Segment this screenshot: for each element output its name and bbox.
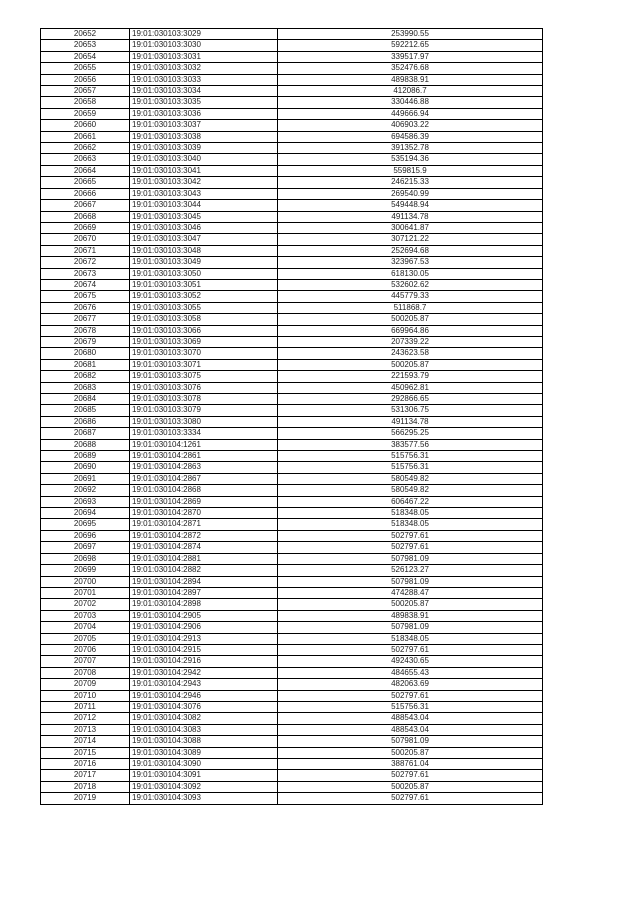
row-number-cell: 20698: [41, 553, 130, 564]
row-number-cell: 20691: [41, 473, 130, 484]
table-row: [41, 165, 543, 176]
table-row: [41, 268, 543, 279]
table-row: [41, 462, 543, 473]
table-row: [41, 770, 543, 781]
cadastral-number-cell: 19:01:030103:3043: [130, 188, 278, 199]
row-number-cell: 20697: [41, 542, 130, 553]
table-row: [41, 154, 543, 165]
value-cell: 484655.43: [278, 667, 543, 678]
table-row: [41, 211, 543, 222]
cadastral-number-cell: 19:01:030104:3092: [130, 781, 278, 792]
cadastral-number-cell: 19:01:030104:3091: [130, 770, 278, 781]
value-cell: 500205.87: [278, 747, 543, 758]
value-cell: 221593.79: [278, 371, 543, 382]
value-cell: 502797.61: [278, 793, 543, 804]
cadastral-number-cell: 19:01:030104:3093: [130, 793, 278, 804]
value-cell: 412086.7: [278, 86, 543, 97]
cadastral-number-cell: 19:01:030103:3046: [130, 222, 278, 233]
row-number-cell: 20707: [41, 656, 130, 667]
value-cell: 518348.05: [278, 633, 543, 644]
table-row: [41, 644, 543, 655]
row-number-cell: 20695: [41, 519, 130, 530]
value-cell: 502797.61: [278, 644, 543, 655]
cadastral-number-cell: 19:01:030103:3069: [130, 336, 278, 347]
row-number-cell: 20666: [41, 188, 130, 199]
row-number-cell: 20696: [41, 530, 130, 541]
row-number-cell: 20701: [41, 587, 130, 598]
table-row: [41, 473, 543, 484]
value-cell: 549448.94: [278, 200, 543, 211]
table-row: [41, 736, 543, 747]
row-number-cell: 20692: [41, 485, 130, 496]
cadastral-number-cell: 19:01:030104:3088: [130, 736, 278, 747]
table-row: [41, 576, 543, 587]
table-row: [41, 336, 543, 347]
row-number-cell: 20709: [41, 679, 130, 690]
cadastral-number-cell: 19:01:030103:3030: [130, 40, 278, 51]
value-cell: 252694.68: [278, 245, 543, 256]
value-cell: 502797.61: [278, 542, 543, 553]
cadastral-number-cell: 19:01:030103:3051: [130, 279, 278, 290]
cadastral-number-cell: 19:01:030104:2898: [130, 599, 278, 610]
cadastral-number-cell: 19:01:030103:3075: [130, 371, 278, 382]
value-cell: 500205.87: [278, 781, 543, 792]
table-row: [41, 120, 543, 131]
table-row: [41, 279, 543, 290]
row-number-cell: 20652: [41, 29, 130, 40]
cadastral-number-cell: 19:01:030103:3038: [130, 131, 278, 142]
value-cell: 323967.53: [278, 257, 543, 268]
table-row: [41, 416, 543, 427]
table-row: [41, 622, 543, 633]
row-number-cell: 20660: [41, 120, 130, 131]
row-number-cell: 20656: [41, 74, 130, 85]
value-cell: 515756.31: [278, 701, 543, 712]
table-row: [41, 394, 543, 405]
cadastral-number-cell: 19:01:030103:3078: [130, 394, 278, 405]
table-row: [41, 234, 543, 245]
cadastral-number-cell: 19:01:030103:3041: [130, 165, 278, 176]
table-row: [41, 177, 543, 188]
cadastral-number-cell: 19:01:030104:2861: [130, 451, 278, 462]
value-cell: 507981.09: [278, 553, 543, 564]
table-row: [41, 759, 543, 770]
value-cell: 492430.65: [278, 656, 543, 667]
row-number-cell: 20682: [41, 371, 130, 382]
table-row: [41, 679, 543, 690]
row-number-cell: 20669: [41, 222, 130, 233]
value-cell: 580549.82: [278, 485, 543, 496]
table-body: [41, 29, 543, 805]
row-number-cell: 20719: [41, 793, 130, 804]
table-row: [41, 530, 543, 541]
value-cell: 330446.88: [278, 97, 543, 108]
table-row: [41, 291, 543, 302]
row-number-cell: 20676: [41, 302, 130, 313]
row-number-cell: 20654: [41, 51, 130, 62]
row-number-cell: 20672: [41, 257, 130, 268]
cadastral-number-cell: 19:01:030104:2881: [130, 553, 278, 564]
cadastral-number-cell: 19:01:030103:3033: [130, 74, 278, 85]
value-cell: 246215.33: [278, 177, 543, 188]
row-number-cell: 20665: [41, 177, 130, 188]
value-cell: 606467.22: [278, 496, 543, 507]
cadastral-number-cell: 19:01:030103:3039: [130, 143, 278, 154]
row-number-cell: 20683: [41, 382, 130, 393]
row-number-cell: 20662: [41, 143, 130, 154]
cadastral-number-cell: 19:01:030103:3037: [130, 120, 278, 131]
cadastral-number-cell: 19:01:030103:3070: [130, 348, 278, 359]
row-number-cell: 20657: [41, 86, 130, 97]
row-number-cell: 20681: [41, 359, 130, 370]
cadastral-number-cell: 19:01:030104:2906: [130, 622, 278, 633]
cadastral-number-cell: 19:01:030104:2868: [130, 485, 278, 496]
row-number-cell: 20717: [41, 770, 130, 781]
row-number-cell: 20688: [41, 439, 130, 450]
row-number-cell: 20680: [41, 348, 130, 359]
row-number-cell: 20713: [41, 724, 130, 735]
value-cell: 694586.39: [278, 131, 543, 142]
row-number-cell: 20658: [41, 97, 130, 108]
row-number-cell: 20668: [41, 211, 130, 222]
row-number-cell: 20711: [41, 701, 130, 712]
table-row: [41, 565, 543, 576]
table-row: [41, 519, 543, 530]
table-row: [41, 428, 543, 439]
row-number-cell: 20714: [41, 736, 130, 747]
table-row: [41, 542, 543, 553]
value-cell: 489838.91: [278, 610, 543, 621]
row-number-cell: 20699: [41, 565, 130, 576]
cadastral-number-cell: 19:01:030104:2874: [130, 542, 278, 553]
table-row: [41, 793, 543, 804]
table-row: [41, 325, 543, 336]
table-row: [41, 86, 543, 97]
table-row: [41, 200, 543, 211]
value-cell: 450962.81: [278, 382, 543, 393]
cadastral-number-cell: 19:01:030104:3083: [130, 724, 278, 735]
row-number-cell: 20700: [41, 576, 130, 587]
table-row: [41, 633, 543, 644]
row-number-cell: 20663: [41, 154, 130, 165]
cadastral-number-cell: 19:01:030103:3034: [130, 86, 278, 97]
value-cell: 532602.62: [278, 279, 543, 290]
value-cell: 592212.65: [278, 40, 543, 51]
cadastral-number-cell: 19:01:030104:2869: [130, 496, 278, 507]
cadastral-number-cell: 19:01:030104:2913: [130, 633, 278, 644]
cadastral-number-cell: 19:01:030103:3066: [130, 325, 278, 336]
cadastral-number-cell: 19:01:030103:3076: [130, 382, 278, 393]
row-number-cell: 20702: [41, 599, 130, 610]
value-cell: 669964.86: [278, 325, 543, 336]
value-cell: 500205.87: [278, 314, 543, 325]
cadastral-number-cell: 19:01:030103:3035: [130, 97, 278, 108]
value-cell: 292866.65: [278, 394, 543, 405]
row-number-cell: 20659: [41, 108, 130, 119]
table-row: [41, 108, 543, 119]
value-cell: 515756.31: [278, 462, 543, 473]
cadastral-number-cell: 19:01:030104:2915: [130, 644, 278, 655]
row-number-cell: 20718: [41, 781, 130, 792]
value-cell: 488543.04: [278, 713, 543, 724]
cadastral-number-cell: 19:01:030104:2905: [130, 610, 278, 621]
value-cell: 391352.78: [278, 143, 543, 154]
row-number-cell: 20675: [41, 291, 130, 302]
table-row: [41, 451, 543, 462]
row-number-cell: 20712: [41, 713, 130, 724]
value-cell: 449666.94: [278, 108, 543, 119]
table-row: [41, 496, 543, 507]
row-number-cell: 20661: [41, 131, 130, 142]
row-number-cell: 20704: [41, 622, 130, 633]
cadastral-number-cell: 19:01:030104:2943: [130, 679, 278, 690]
value-cell: 502797.61: [278, 690, 543, 701]
cadastral-number-cell: 19:01:030104:2870: [130, 508, 278, 519]
cadastral-number-cell: 19:01:030103:3031: [130, 51, 278, 62]
row-number-cell: 20670: [41, 234, 130, 245]
value-cell: 500205.87: [278, 359, 543, 370]
cadastral-number-cell: 19:01:030103:3334: [130, 428, 278, 439]
cadastral-number-cell: 19:01:030103:3080: [130, 416, 278, 427]
row-number-cell: 20671: [41, 245, 130, 256]
cadastral-number-cell: 19:01:030103:3044: [130, 200, 278, 211]
cadastral-number-cell: 19:01:030104:3076: [130, 701, 278, 712]
table-row: [41, 713, 543, 724]
table-row: [41, 610, 543, 621]
cadastral-number-cell: 19:01:030104:2863: [130, 462, 278, 473]
value-cell: 383577.56: [278, 439, 543, 450]
cadastral-number-cell: 19:01:030103:3032: [130, 63, 278, 74]
table-row: [41, 371, 543, 382]
cadastral-number-cell: 19:01:030104:3089: [130, 747, 278, 758]
row-number-cell: 20667: [41, 200, 130, 211]
table-row: [41, 359, 543, 370]
table-row: [41, 405, 543, 416]
value-cell: 352476.68: [278, 63, 543, 74]
cadastral-number-cell: 19:01:030103:3050: [130, 268, 278, 279]
row-number-cell: 20677: [41, 314, 130, 325]
value-cell: 502797.61: [278, 530, 543, 541]
cadastral-number-cell: 19:01:030103:3045: [130, 211, 278, 222]
row-number-cell: 20716: [41, 759, 130, 770]
row-number-cell: 20690: [41, 462, 130, 473]
value-cell: 526123.27: [278, 565, 543, 576]
value-cell: 491134.78: [278, 211, 543, 222]
table-row: [41, 131, 543, 142]
table-row: [41, 348, 543, 359]
row-number-cell: 20689: [41, 451, 130, 462]
value-cell: 243623.58: [278, 348, 543, 359]
cadastral-number-cell: 19:01:030104:2894: [130, 576, 278, 587]
table-row: [41, 599, 543, 610]
value-cell: 488543.04: [278, 724, 543, 735]
cadastral-number-cell: 19:01:030103:3052: [130, 291, 278, 302]
row-number-cell: 20710: [41, 690, 130, 701]
value-cell: 511868.7: [278, 302, 543, 313]
row-number-cell: 20694: [41, 508, 130, 519]
table-row: [41, 781, 543, 792]
cadastral-number-cell: 19:01:030104:3082: [130, 713, 278, 724]
table-row: [41, 257, 543, 268]
row-number-cell: 20703: [41, 610, 130, 621]
table-row: [41, 724, 543, 735]
table-row: [41, 29, 543, 40]
value-cell: 507981.09: [278, 576, 543, 587]
table-row: [41, 51, 543, 62]
row-number-cell: 20674: [41, 279, 130, 290]
row-number-cell: 20679: [41, 336, 130, 347]
table-row: [41, 485, 543, 496]
value-cell: 207339.22: [278, 336, 543, 347]
row-number-cell: 20686: [41, 416, 130, 427]
value-cell: 388761.04: [278, 759, 543, 770]
table-row: [41, 587, 543, 598]
table-row: [41, 245, 543, 256]
table-row: [41, 302, 543, 313]
table-row: [41, 188, 543, 199]
value-cell: 489838.91: [278, 74, 543, 85]
cadastral-number-cell: 19:01:030104:2882: [130, 565, 278, 576]
value-cell: 491134.78: [278, 416, 543, 427]
cadastral-number-cell: 19:01:030104:2916: [130, 656, 278, 667]
cadastral-number-cell: 19:01:030104:2867: [130, 473, 278, 484]
cadastral-number-cell: 19:01:030103:3058: [130, 314, 278, 325]
value-cell: 618130.05: [278, 268, 543, 279]
cadastral-number-cell: 19:01:030103:3040: [130, 154, 278, 165]
value-cell: 566295.25: [278, 428, 543, 439]
cadastral-number-cell: 19:01:030104:2897: [130, 587, 278, 598]
table-row: [41, 143, 543, 154]
cadastral-number-cell: 19:01:030103:3071: [130, 359, 278, 370]
value-cell: 518348.05: [278, 519, 543, 530]
table-row: [41, 553, 543, 564]
cadastral-number-cell: 19:01:030104:2872: [130, 530, 278, 541]
value-cell: 500205.87: [278, 599, 543, 610]
cadastral-number-cell: 19:01:030103:3048: [130, 245, 278, 256]
value-cell: 307121.22: [278, 234, 543, 245]
row-number-cell: 20715: [41, 747, 130, 758]
row-number-cell: 20653: [41, 40, 130, 51]
value-cell: 445779.33: [278, 291, 543, 302]
value-cell: 253990.55: [278, 29, 543, 40]
row-number-cell: 20687: [41, 428, 130, 439]
cadastral-number-cell: 19:01:030104:1261: [130, 439, 278, 450]
table-row: [41, 667, 543, 678]
row-number-cell: 20655: [41, 63, 130, 74]
table-row: [41, 97, 543, 108]
value-cell: 515756.31: [278, 451, 543, 462]
cadastral-number-cell: 19:01:030103:3055: [130, 302, 278, 313]
cadastral-number-cell: 19:01:030104:2946: [130, 690, 278, 701]
row-number-cell: 20664: [41, 165, 130, 176]
table-row: [41, 222, 543, 233]
cadastral-number-cell: 19:01:030103:3047: [130, 234, 278, 245]
table-row: [41, 690, 543, 701]
value-cell: 559815.9: [278, 165, 543, 176]
table-row: [41, 382, 543, 393]
value-cell: 535194.36: [278, 154, 543, 165]
cadastral-number-cell: 19:01:030104:2942: [130, 667, 278, 678]
row-number-cell: 20678: [41, 325, 130, 336]
table-row: [41, 439, 543, 450]
data-table-container: [40, 28, 543, 805]
value-cell: 507981.09: [278, 736, 543, 747]
cadastral-number-cell: 19:01:030104:3090: [130, 759, 278, 770]
cadastral-number-cell: 19:01:030103:3029: [130, 29, 278, 40]
table-row: [41, 74, 543, 85]
value-cell: 269540.99: [278, 188, 543, 199]
table-row: [41, 63, 543, 74]
row-number-cell: 20708: [41, 667, 130, 678]
cadastral-number-cell: 19:01:030103:3036: [130, 108, 278, 119]
value-cell: 474288.47: [278, 587, 543, 598]
row-number-cell: 20706: [41, 644, 130, 655]
row-number-cell: 20693: [41, 496, 130, 507]
value-cell: 531306.75: [278, 405, 543, 416]
cadastral-number-cell: 19:01:030103:3042: [130, 177, 278, 188]
value-cell: 580549.82: [278, 473, 543, 484]
cadastral-value-table: [40, 28, 543, 805]
table-row: [41, 508, 543, 519]
cadastral-number-cell: 19:01:030103:3049: [130, 257, 278, 268]
table-row: [41, 747, 543, 758]
value-cell: 300641.87: [278, 222, 543, 233]
row-number-cell: 20705: [41, 633, 130, 644]
value-cell: 339517.97: [278, 51, 543, 62]
cadastral-number-cell: 19:01:030104:2871: [130, 519, 278, 530]
cadastral-number-cell: 19:01:030103:3079: [130, 405, 278, 416]
row-number-cell: 20685: [41, 405, 130, 416]
table-row: [41, 656, 543, 667]
value-cell: 507981.09: [278, 622, 543, 633]
value-cell: 502797.61: [278, 770, 543, 781]
table-row: [41, 314, 543, 325]
row-number-cell: 20673: [41, 268, 130, 279]
table-row: [41, 40, 543, 51]
row-number-cell: 20684: [41, 394, 130, 405]
table-row: [41, 701, 543, 712]
value-cell: 406903.22: [278, 120, 543, 131]
value-cell: 482063.69: [278, 679, 543, 690]
value-cell: 518348.05: [278, 508, 543, 519]
